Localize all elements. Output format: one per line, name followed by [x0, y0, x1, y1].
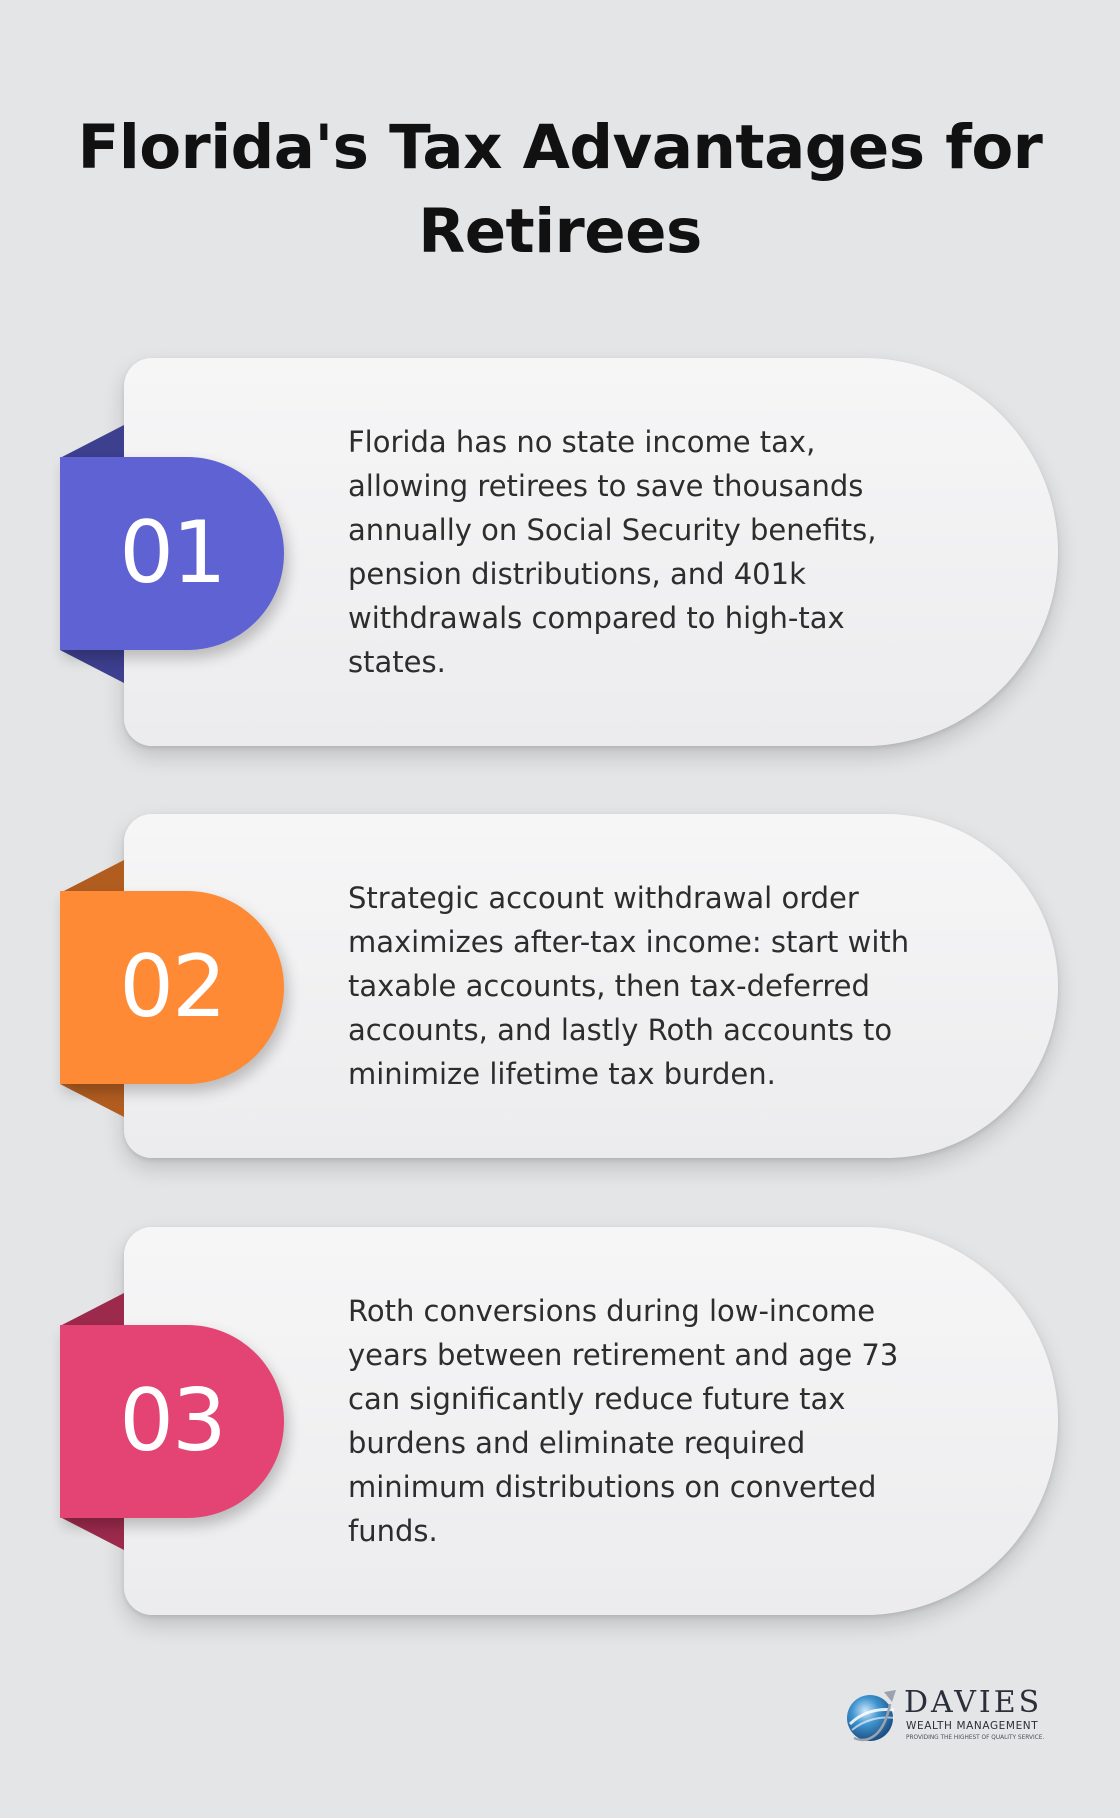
- ribbon-fold-bottom-3: [60, 1517, 124, 1550]
- step-badge-2: [60, 891, 284, 1084]
- step-text-2: Strategic account withdrawal order maximizes after-tax income: start with taxable accounts, then tax-deferred accounts, and lastly Roth accounts to minimize lifetime tax burden.: [348, 881, 910, 1091]
- step-text-1: Florida has no state income tax, allowing retirees to save thousands annually on Social Security benefits, pension distributions, and 401k withdrawals compared to high-tax states.: [348, 425, 877, 679]
- globe-icon: [844, 1688, 900, 1744]
- company-logo: [844, 1684, 1060, 1748]
- step-badge-1: [60, 457, 284, 650]
- ribbon-fold-bottom-2: [60, 1084, 124, 1117]
- step-badge-3: [60, 1325, 284, 1518]
- logo-subtitle: WEALTH MANAGEMENT: [906, 1720, 1039, 1732]
- step-number-1: 01: [119, 503, 225, 603]
- ribbon-fold-top-2: [60, 860, 124, 893]
- ribbon-fold-bottom-1: [60, 650, 124, 683]
- logo-tagline: PROVIDING THE HIGHEST OF QUALITY SERVICE.: [906, 1735, 1045, 1741]
- page-title: Florida's Tax Advantages for Retirees: [77, 112, 1043, 267]
- ribbon-fold-top-1: [60, 425, 124, 458]
- ribbon-fold-top-3: [60, 1293, 124, 1326]
- step-number-3: 03: [119, 1371, 225, 1471]
- step-text-3: Roth conversions during low-income years between retirement and age 73 can significantly reduce future tax burdens and eliminate required minimum distributions on converted funds.: [348, 1294, 899, 1548]
- step-number-2: 02: [119, 937, 225, 1037]
- logo-name: DAVIES: [904, 1685, 1043, 1720]
